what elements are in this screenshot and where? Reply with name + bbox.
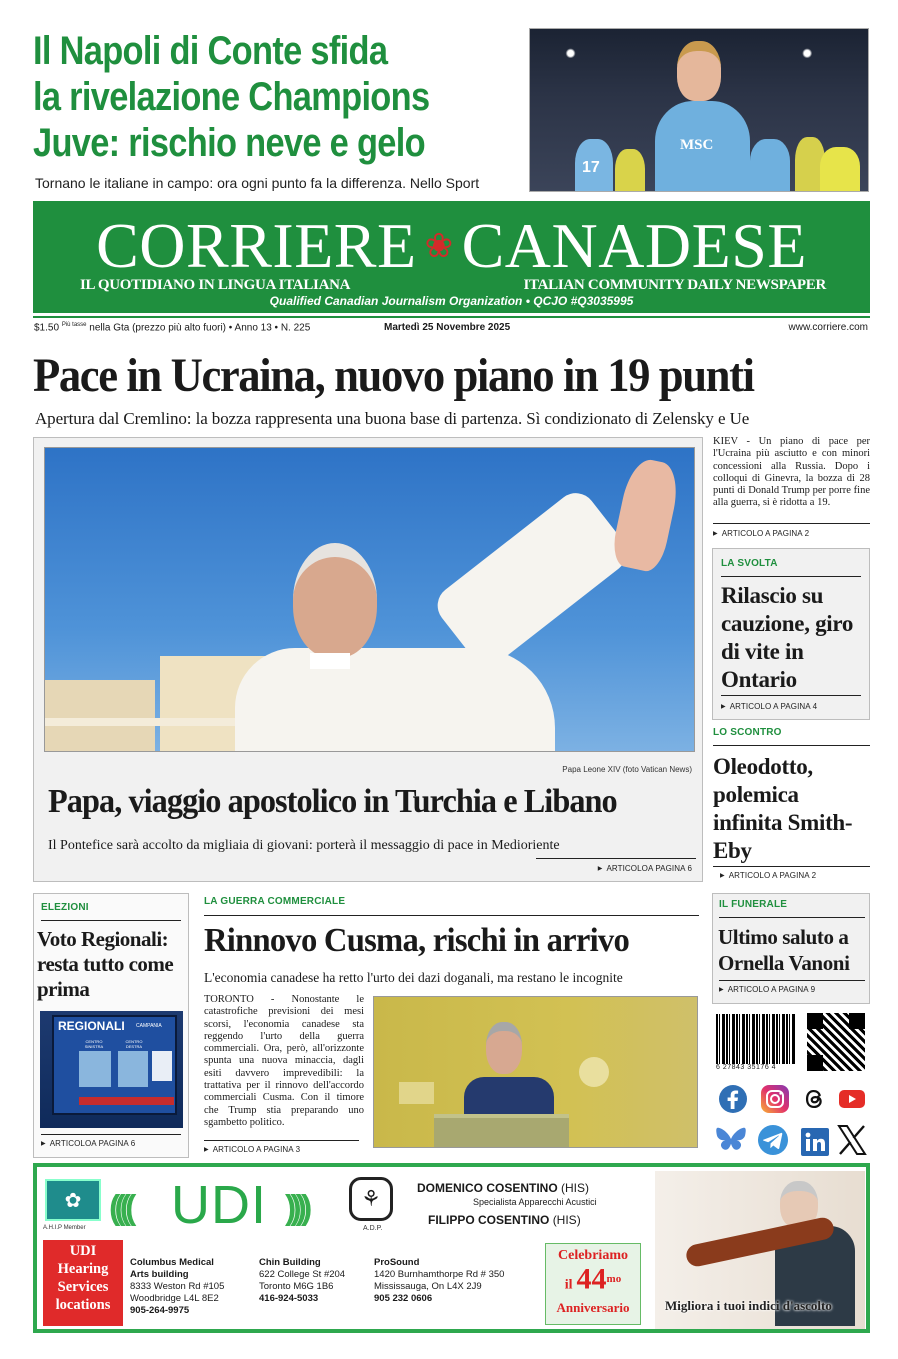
sport-headline-line: la rivelazione Champions [33,75,430,119]
sport-headline-line: Juve: rischio neve e gelo [33,121,425,165]
tagline-italian: IL QUOTIDIANO IN LINGUA ITALIANA [80,277,351,293]
tv-screen: REGIONALI CAMPANIA CENTRO SINISTRA CENTRO DESTRA [52,1015,177,1115]
jersey-sponsor: MSC [680,137,714,153]
divider [536,858,696,859]
sport-headline-line: Il Napoli di Conte sfida [33,29,388,73]
section-kicker: ELEZIONI [41,902,89,913]
funerale-article[interactable] [712,893,870,1004]
main-headline[interactable]: Pace in Ucraina, nuovo piano in 19 punti [33,349,754,402]
background-player [820,147,860,192]
main-subheadline: Apertura dal Cremlino: la bozza rappresenta una buona base di partenza. Sì condizionato di Zelensky e Ue [35,409,750,428]
logo [399,1082,434,1104]
location-prosound: ProSound 1420 Burnhamthorpe Rd # 350 Mississauga, On L4X 2J9 905 232 0606 [374,1257,505,1304]
pope-robe [235,648,555,752]
tagline-english: ITALIAN COMMUNITY DAILY NEWSPAPER [523,277,826,293]
adp-trillium-icon: ⚘ [349,1177,393,1221]
specialist-name-2: FILIPPO COSENTINO (HIS) [428,1213,581,1227]
speaker-head [486,1022,522,1074]
logo [579,1057,609,1087]
svolta-headline[interactable]: Rilascio su cauzione, giro di vite in Ontario [721,583,854,692]
elezioni-headline[interactable]: Voto Regionali: resta tutto come prima [37,927,174,1001]
location-chin: Chin Building 622 College St #204 Toronto M6G 1B6 416-924-5033 [259,1257,346,1304]
kiev-article-text: KIEV - Un piano di pace per l'Ucraina più asciutto e con minori concessioni alla Russia. Dopo i colloqui di Ginevra, la bozza di 28 punti di Donald Trump per porre fine alla guerra, si è ridotta a 19. [713,436,870,509]
threads-icon[interactable] [799,1083,831,1115]
masthead [33,201,870,313]
qr-code[interactable] [807,1013,865,1071]
article-page-link[interactable]: ▶ ARTICOLOA PAGINA 6 [598,864,692,873]
ahip-label: A.H.I.P Member [43,1225,86,1231]
specialist-title: Specialista Apparecchi Acustici [473,1197,597,1207]
instagram-icon[interactable] [759,1083,791,1115]
maple-leaf-icon: ❀ [424,228,454,265]
divider [33,316,870,318]
pope-hand [609,456,683,574]
anniversary-box: Celebriamo il $44^{mo}$ Anniversario [545,1243,641,1325]
newspaper-title[interactable]: CORRIERE ❀ CANADESE [96,210,807,281]
pope-headline[interactable]: Papa, viaggio apostolico in Turchia e Libano [48,783,617,820]
website-link[interactable]: www.corriere.com [788,322,868,333]
issue-date: Martedì 25 Novembre 2025 [384,322,511,333]
divider [719,980,865,981]
ad-slogan: Migliora i tuoi indici d'ascolto [665,1298,832,1313]
x-icon[interactable] [836,1124,868,1156]
udi-brand-logo: UDI [171,1175,267,1235]
election-screen-photo[interactable] [40,1011,183,1128]
location-columbus: Columbus Medical Arts building 8333 Weston Rd #105 Woodbridge L4L 8E2 905-264-9975 [130,1257,225,1316]
sound-waves-right-icon: )))) [285,1189,307,1227]
jersey-number: 17 [582,159,600,176]
violinist-photo [655,1171,865,1329]
section-kicker: LA GUERRA COMMERCIALE [204,896,346,907]
sport-photo[interactable] [529,28,869,192]
podium [434,1114,569,1148]
background-player [750,139,790,192]
elezioni-article[interactable] [33,893,189,1158]
hearing-services-box: UDI Hearing Services locations [43,1240,123,1326]
youtube-icon[interactable] [836,1083,868,1115]
scontro-headline[interactable]: Oleodotto, polemica infinita Smith-Eby [713,754,853,863]
cusma-photo[interactable] [373,996,698,1148]
divider [721,576,861,577]
section-kicker: LA SVOLTA [721,558,778,569]
facebook-icon[interactable] [717,1083,749,1115]
article-page-link[interactable]: ▶ ARTICOLO A PAGINA 4 [721,702,817,711]
pope-head [293,543,377,658]
price-info: $1.50 $^{Più tasse}$ nella Gta (prezzo più alto fuori) • Anno 13 • N. 225 [34,322,311,334]
building [45,680,155,752]
divider [713,523,870,524]
divider [719,917,865,918]
article-page-link[interactable]: ▶ ARTICOLO A PAGINA 2 [713,529,809,538]
qcjo-line: Qualified Canadian Journalism Organization • QCJO #Q3035995 [269,294,634,308]
sound-waves-left-icon: (((( [109,1189,131,1227]
linkedin-icon[interactable] [799,1126,831,1158]
main-player-head [677,41,721,101]
article-page-link[interactable]: ▶ ARTICOLO A PAGINA 9 [719,985,815,994]
divider [721,695,861,696]
specialist-name-1: DOMENICO COSENTINO (HIS) [417,1181,590,1195]
section-kicker: LO SCONTRO [713,727,782,738]
cusma-headline[interactable]: Rinnovo Cusma, rischi in arrivo [204,922,630,959]
telegram-icon[interactable] [757,1124,789,1156]
background-player [615,149,645,192]
divider [204,915,699,916]
sport-headline[interactable] [33,28,454,166]
ahip-logo-icon: ✿ [45,1179,101,1221]
pope-article[interactable] [33,437,703,882]
article-page-link[interactable]: ▶ ARTICOLOA PAGINA 6 [41,1139,135,1148]
barcode: 6 27843 35176 4 [716,1014,796,1074]
funerale-headline[interactable]: Ultimo saluto a Ornella Vanoni [718,925,850,975]
pope-arm [430,485,635,673]
article-page-link[interactable]: ▶ ARTICOLO A PAGINA 3 [204,1145,300,1154]
divider [41,920,181,921]
pope-collar [310,653,350,669]
article-page-link[interactable]: ▶ ARTICOLO A PAGINA 2 [720,871,816,880]
bluesky-icon[interactable] [715,1124,747,1156]
sport-subtitle: Tornano le italiane in campo: ora ogni punto fa la differenza. Nello Sport [35,175,480,191]
divider [713,866,870,867]
divider [204,1140,359,1141]
pope-photo[interactable] [44,447,695,752]
section-kicker: IL FUNERALE [719,899,788,910]
divider [713,745,870,746]
pope-subheadline: Il Pontefice sarà accolto da migliaia di giovani: porterà il messaggio di pace in Medioriente [48,838,560,853]
adp-label: A.D.P. [363,1225,383,1232]
cusma-subheadline: L'economia canadese ha retto l'urto dei dazi doganali, ma restano le incognite [204,970,623,985]
cusma-article-text: TORONTO - Nonostante le catastrofiche previsioni dei mesi scorsi, l'economia canadese sta reggendo l'urto della guerra commerciali. Ora, però, all'orizzonte spunta una nuova minaccia, dagli esiti davvero imprevedibili: la trattativa per il rinnovo dell'accordo commerciali Cusma. Con il timore che Trump stia preparando uno sgambetto politico. [204,994,364,1128]
svolta-article[interactable] [712,548,870,720]
udi-advertisement[interactable] [33,1163,870,1333]
divider [41,1134,181,1135]
photo-caption: Papa Leone XIV (foto Vatican News) [562,765,692,774]
